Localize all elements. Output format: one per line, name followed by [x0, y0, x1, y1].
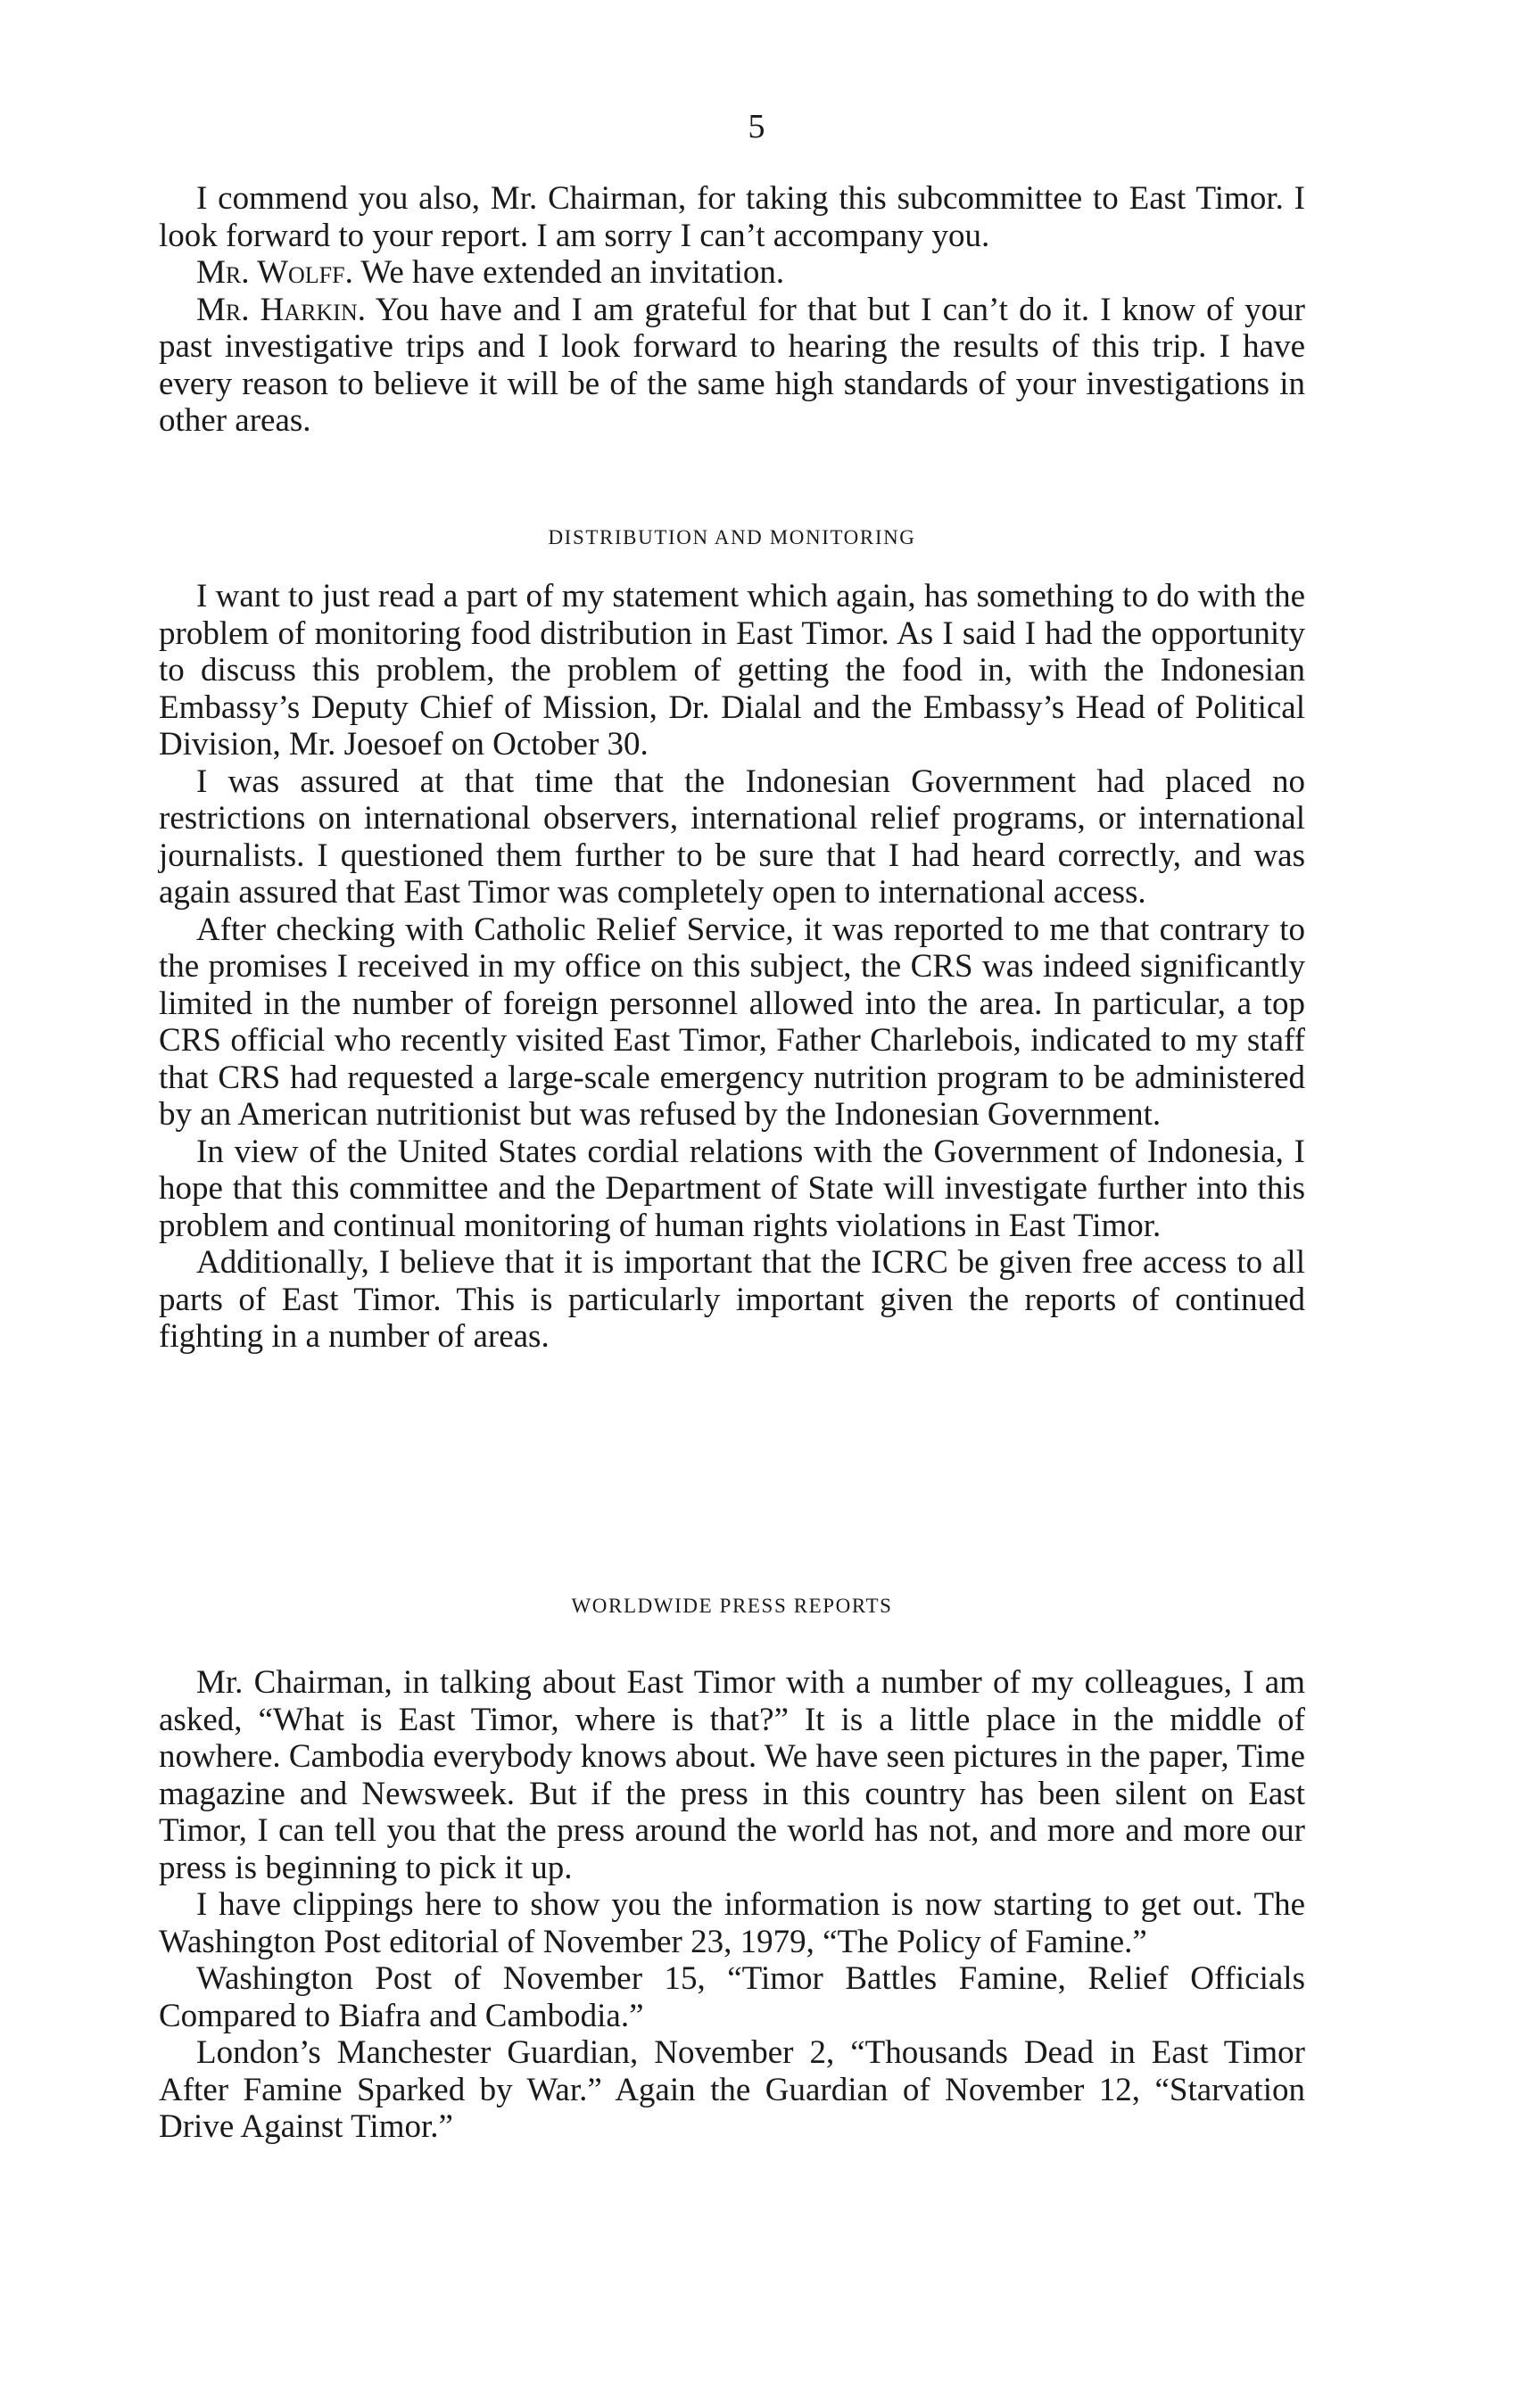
page-number: 5 [748, 108, 765, 145]
body-paragraph: Mr. Chairman, in talking about East Timor with a number of my colleagues, I am asked, “What is East Timor, where is that?” It is a little place in the middle of nowhere. Cambodia everybody knows about. We have seen pictures in the paper, Time magazine and Newsweek. But if the press in this country has been silent on East Timor, I can tell you that the press around the world has not, and more and more our press is beginning to pick it up. [159, 1664, 1305, 1886]
section-press-body [159, 1664, 1305, 2146]
speaker-name-wolff: Mr. Wolff. [196, 254, 353, 291]
speaker-text-wolff: We have extended an invitation. [352, 254, 785, 291]
body-paragraph: In view of the United States cordial relations with the Government of Indonesia, I hope that this committee and the Department of State will investigate further into this problem and continual monitoring of human rights violations in East Timor. [159, 1133, 1305, 1244]
speaker-name-harkin: Mr. Harkin. [196, 291, 366, 328]
speaker-text-harkin: You have and I am grateful for that but I can’t do it. I know of your past investigative trips and I look forward to hearing the results of this trip. I have every reason to believe it will be of the same high standards of your investigations in other areas. [159, 291, 1306, 439]
body-paragraph: I want to just read a part of my statement which again, has something to do with the problem of monitoring food distribution in East Timor. As I said I had the opportunity to discuss this problem, the problem of getting the food in, with the Indonesian Embassy’s Deputy Chief of Mission, Dr. Dialal and the Embassy’s Head of Political Division, Mr. Joesoef on October 30. [159, 578, 1305, 763]
intro-paragraph-1: I commend you also, Mr. Chairman, for taking this subcommittee to East Timor. I look forward to your report. I am sorry I can’t accompany you. [159, 180, 1305, 254]
section-heading-press: WORLDWIDE PRESS REPORTS [571, 1595, 893, 1617]
body-paragraph: Washington Post of November 15, “Timor Battles Famine, Relief Officials Compared to Biafra and Cambodia.” [159, 1960, 1305, 2034]
intro-paragraph-3 [159, 292, 1305, 440]
body-paragraph: Additionally, I believe that it is important that the ICRC be given free access to all parts of East Timor. This is particularly important given the reports of continued fighting in a number of areas. [159, 1244, 1305, 1355]
intro-paragraph-2 [159, 254, 1305, 292]
body-paragraph: I have clippings here to show you the information is now starting to get out. The Washington Post editorial of November 23, 1979, “The Policy of Famine.” [159, 1886, 1305, 1960]
intro-text-block [159, 180, 1305, 440]
section-distribution-body [159, 578, 1305, 1356]
section-heading-distribution: DISTRIBUTION AND MONITORING [548, 526, 916, 548]
body-paragraph: After checking with Catholic Relief Service, it was reported to me that contrary to the promises I received in my office on this subject, the CRS was indeed significantly limited in the number of foreign personnel allowed into the area. In particular, a top CRS official who recently visited East Timor, Father Charlebois, indicated to my staff that CRS had requested a large-scale emergency nutrition program to be administered by an American nutritionist but was refused by the Indonesian Government. [159, 911, 1305, 1133]
body-paragraph: I was assured at that time that the Indonesian Government had placed no restrictions on international observers, international relief programs, or international journalists. I questioned them further to be sure that I had heard correctly, and was again assured that East Timor was completely open to international access. [159, 763, 1305, 911]
body-paragraph: London’s Manchester Guardian, November 2, “Thousands Dead in East Timor After Famine Sparked by War.” Again the Guardian of November 12, “Starvation Drive Against Timor.” [159, 2034, 1305, 2145]
